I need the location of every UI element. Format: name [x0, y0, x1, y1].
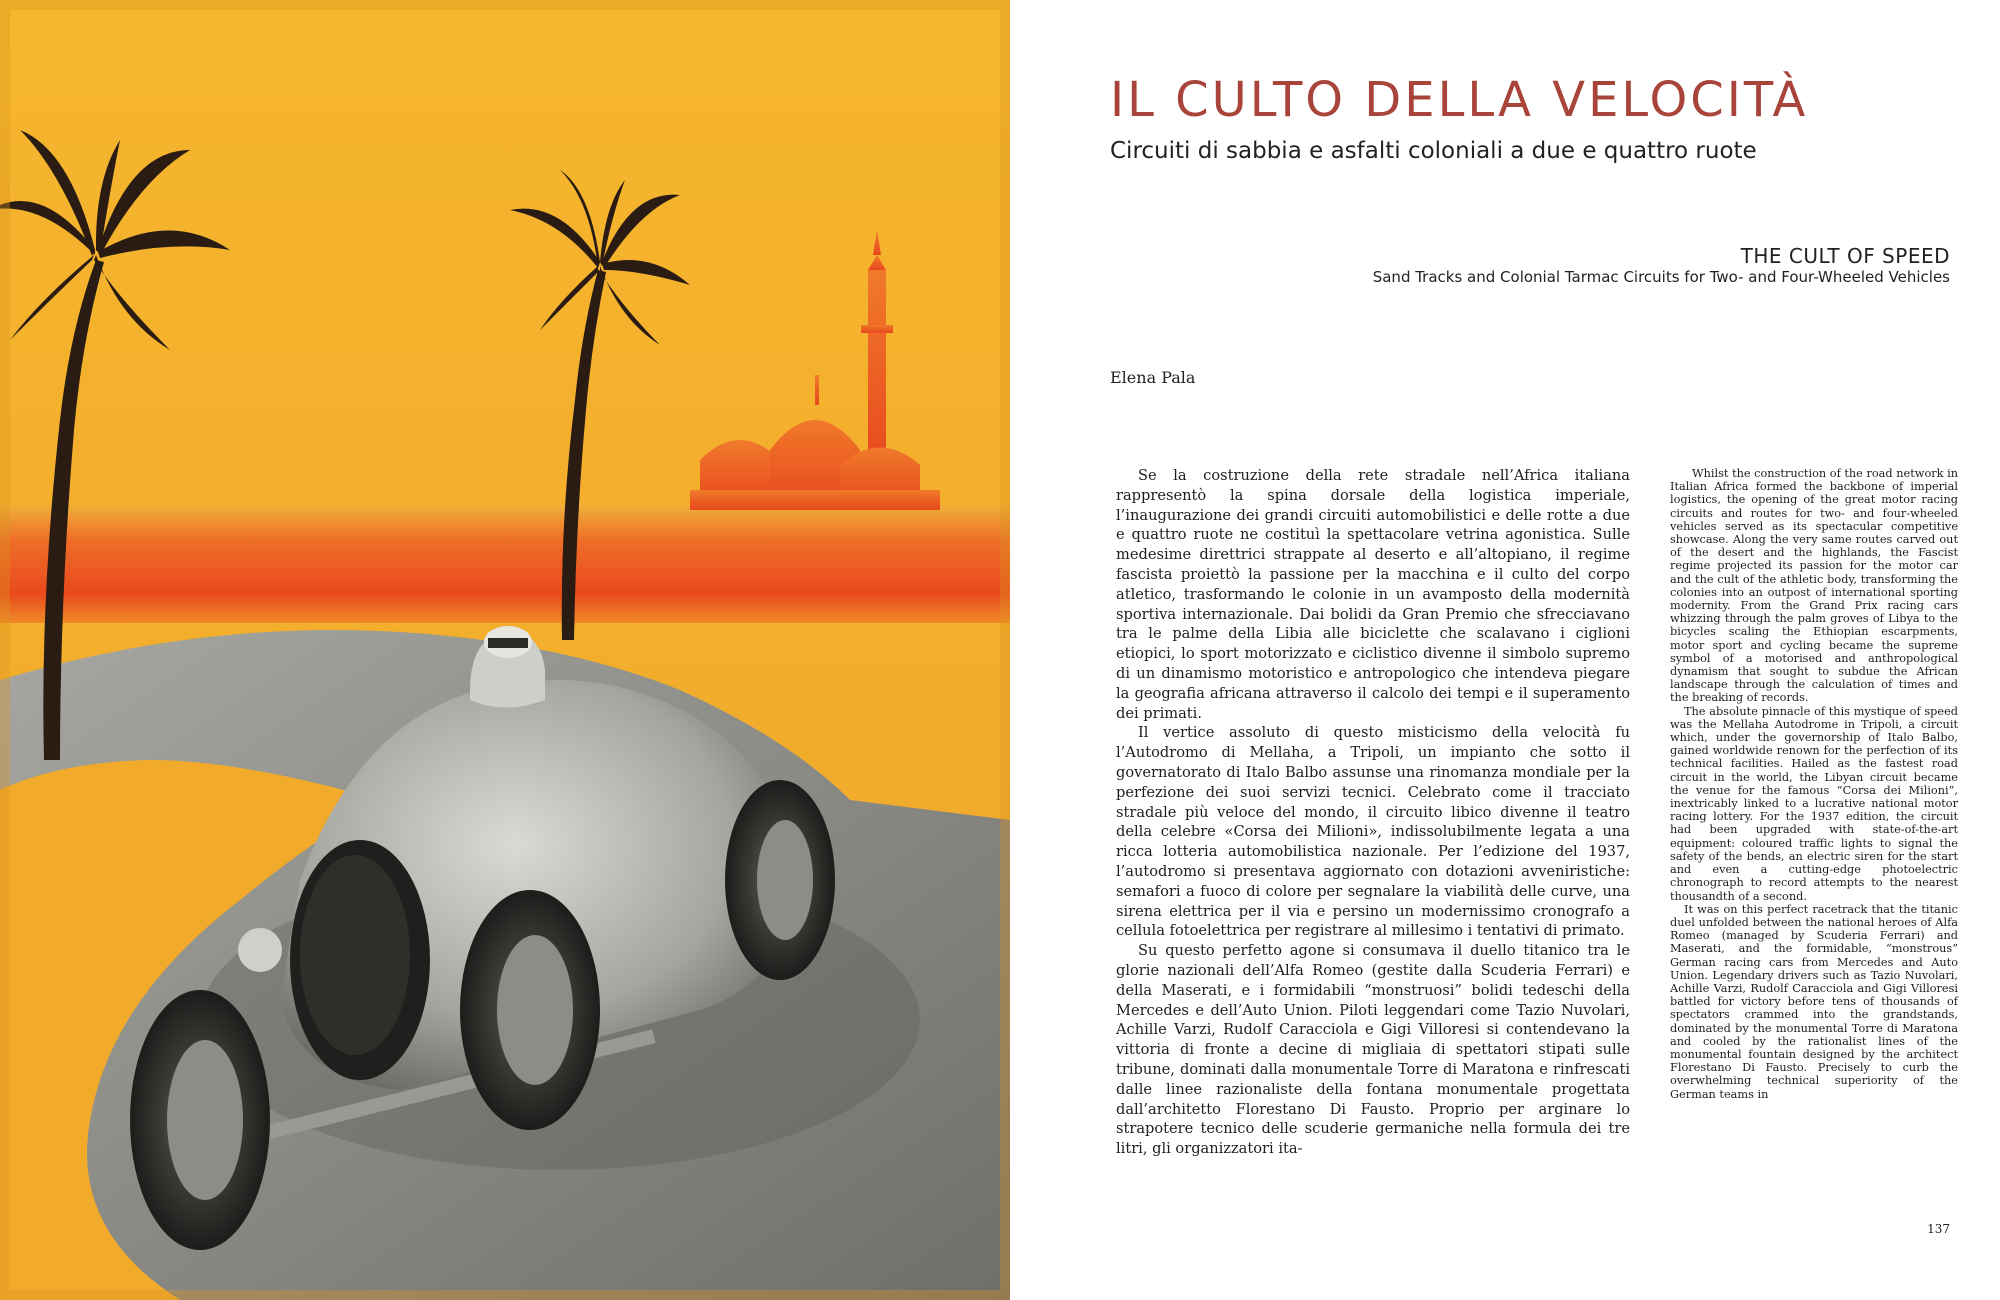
body-column-english — [1670, 467, 1958, 1101]
paragraph: Il vertice assoluto di questo misticismo della velocità fu l’Autodromo di Mellaha, a Tripoli, un impianto che sotto il governatorato di Italo Balbo assunse una rinomanza mondiale per la perfezione dei suoi servizi tecnici. Celebrato come il tracciato stradale più veloce del mondo, il circuito libico divenne il teatro della celebre «Corsa dei Milioni», indissolubilmente legata a una ricca lotteria automobilistica nazionale. Per l’edizione del 1937, l’autodromo si presentava aggiornato con dotazioni avveniristiche: semafori a fuoco di colore per segnalare la viabilità delle curve, una sirena elettrica per il via e persino un modernissimo cronografo a cellula fotoelettrica per registrare al millesimo i tentativi di primato. — [1116, 724, 1630, 940]
article-title-italian: IL CULTO DELLA VELOCITÀ — [1110, 72, 1809, 128]
paragraph: The absolute pinnacle of this mystique of speed was the Mellaha Autodrome in Tripoli, a circuit which, under the governorship of Italo Balbo, gained worldwide renown for the perfection of its technical facilities. Hailed as the fastest road circuit in the world, the Libyan circuit became the venue for the famous “Corsa dei Milioni”, inextricably linked to a lucrative national motor racing lottery. For the 1937 edition, the circuit had been upgraded with state-of-the-art equipment: coloured traffic lights to signal the safety of the bends, an electric siren for the start and even a cutting-edge photoelectric chronograph to record attempts to the nearest thousandth of a second. — [1670, 704, 1958, 903]
paragraph: It was on this perfect racetrack that the titanic duel unfolded between the national heroes of Alfa Romeo (managed by Scuderia Ferrari) and Maserati, and the formidable, “monstrous” German racing cars from Mercedes and Auto Union. Legendary drivers such as Tazio Nuvolari, Achille Varzi, Rudolf Caracciola and Gigi Villoresi battled for victory before tens of thousands of spectators crammed into the grandstands, dominated by the monumental Torre di Maratona and cooled by the rationalist lines of the monumental fountain designed by the architect Florestano Di Fausto. Precisely to curb the overwhelming technical superiority of the German teams in — [1670, 902, 1958, 1101]
author-name: Elena Pala — [1110, 368, 1196, 387]
paragraph: Su questo perfetto agone si consumava il duello titanico tra le glorie nazionali dell’Alfa Romeo (gestite dalla Scuderia Ferrari) e della Maserati, e i formidabili “monstruosi” bolidi tedeschi della Mercedes e dell’Auto Union. Piloti leggendari come Tazio Nuvolari, Achille Varzi, Rudolf Caracciola e Gigi Villoresi si contendevano la vittoria di fronte a decine di migliaia di spettatori stipati sulle tribune, dominati dalla monumentale Torre di Maratona e rinfrescati dalle linee razionaliste della fontana monumentale progettata dall’architetto Florestano Di Fausto. Proprio per arginare lo strapotere tecnico delle scuderie germaniche nella formula dei tre litri, gli organizzatori ita- — [1116, 942, 1630, 1158]
article-subtitle-english: Sand Tracks and Colonial Tarmac Circuits for Two- and Four-Wheeled Vehicles — [1372, 268, 1950, 286]
paragraph: Se la costruzione della rete stradale nell’Africa italiana rappresentò la spina dorsale della logistica imperiale, l’inaugurazione dei grandi circuiti automobilistici e delle rotte a due e quattro ruote ne costituì la spettacolare vetrina agonistica. Sulle medesime direttrici strappate al deserto e all’altopiano, il regime fascista proiettò la passione per la macchina e il culto del corpo atletico, trasformando le colonie in un avamposto della modernità sportiva internazionale. Dai bolidi da Gran Premio che sfrecciavano tra le palme della Libia alle biciclette che scalavano i ciglioni etiopici, lo sport motorizzato e ciclistico divenne il simbolo supremo di un dinamismo motoristico e antropologico che intendeva piegare la geografia africana attraverso il calcolo dei tempi e il superamento dei primati. — [1116, 467, 1630, 722]
page-number: 137 — [1927, 1222, 1950, 1236]
sunset-band — [0, 505, 1010, 623]
article-page — [1010, 0, 2000, 1300]
paragraph: Whilst the construction of the road network in Italian Africa formed the backbone of imperial logistics, the opening of the great motor racing circuits and routes for two- and four-wheeled vehicles served as its spectacular competitive showcase. Along the very same routes carved out of the desert and the highlands, the Fascist regime projected its passion for the motor car and the cult of the athletic body, transforming the colonies into an outpost of international sporting modernity. From the Grand Prix racing cars whizzing through the palm groves of Libya to the bicycles scaling the Ethiopian escarpments, motor sport and cycling became the supreme symbol of a motorised and anthropological dynamism that sought to subdue the African landscape through the calculation of times and the breaking of records. — [1670, 467, 1958, 705]
body-column-italian — [1116, 466, 1630, 1159]
article-title-english: THE CULT OF SPEED — [1740, 244, 1950, 268]
article-subtitle-italian: Circuiti di sabbia e asfalti coloniali a due e quattro ruote — [1110, 138, 1757, 164]
